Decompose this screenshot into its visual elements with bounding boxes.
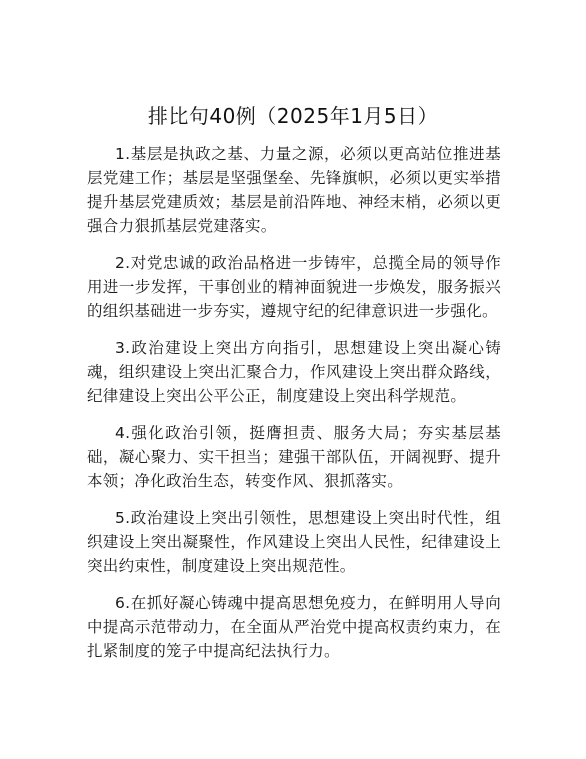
- document-title: 排比句40例（2025年1月5日）: [147, 104, 439, 128]
- paragraph-2: 2.对党忠诚的政治品格进一步铸牢，总揽全局的领导作用进一步发挥，干事创业的精神面貌进一步焕发，服务振兴的组织基础进一步夯实，遵规守纪的纪律意识进一步强化。: [87, 254, 501, 320]
- paragraph-1: 1.基层是执政之基、力量之源，必须以更高站位推进基层党建工作；基层是坚强堡垒、先锋旗帜，必须以更实举措提升基层党建质效；基层是前沿阵地、神经末梢，必须以更强合力狠抓基层党建落实。: [87, 145, 501, 235]
- paragraph-5: 5.政治建设上突出引领性，思想建设上突出时代性，组织建设上突出凝聚性，作风建设上突出人民性，纪律建设上突出约束性，制度建设上突出规范性。: [87, 509, 501, 575]
- paragraph-6: 6.在抓好凝心铸魂中提高思想免疫力，在鲜明用人导向中提高示范带动力，在全面从严治党中提高权责约束力，在扎紧制度的笼子中提高纪法执行力。: [87, 594, 501, 660]
- document-body: [87, 142, 501, 676]
- paragraph-3: 3.政治建设上突出方向指引，思想建设上突出凝心铸魂，组织建设上突出汇聚合力，作风建设上突出群众路线，纪律建设上突出公平公正，制度建设上突出科学规范。: [87, 339, 501, 405]
- paragraph-4: 4.强化政治引领，挺膺担责、服务大局；夯实基层基础，凝心聚力、实干担当；建强干部队伍，开阔视野、提升本领；净化政治生态，转变作风、狠抓落实。: [87, 424, 501, 490]
